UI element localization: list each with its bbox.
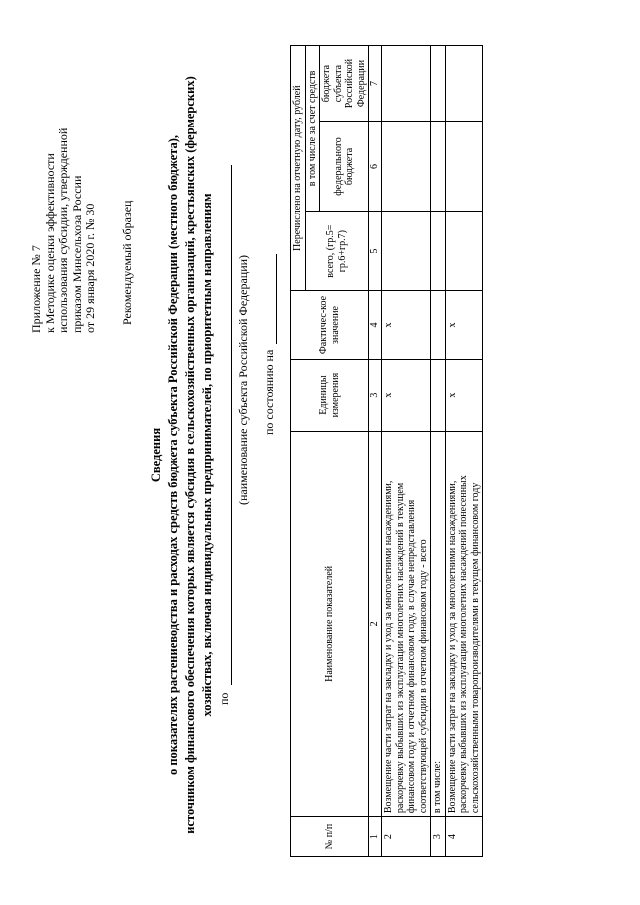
table-row: [445, 46, 483, 857]
row-federal: [382, 122, 431, 212]
column-number: 2: [369, 431, 382, 817]
document-title: [148, 65, 216, 845]
row-total: [431, 211, 446, 291]
row-total: [382, 211, 431, 291]
as-of-fill-line: [265, 254, 277, 344]
header-num: № п/п: [291, 817, 369, 857]
column-number: 4: [369, 291, 382, 359]
table-row: [382, 46, 431, 857]
appendix-line: использования субсидии, утвержденной: [56, 127, 70, 333]
header-name: Наименование показателей: [291, 431, 369, 817]
column-number: 7: [369, 46, 382, 122]
appendix-line: Приложение № 7: [29, 245, 43, 333]
header-federal: федерального бюджета: [320, 122, 369, 212]
column-number: 1: [369, 817, 382, 857]
row-actual: [431, 291, 446, 359]
column-number: 6: [369, 122, 382, 212]
header-transferred: Перечислено на отчетную дату, рублей: [291, 46, 306, 291]
appendix-block: [30, 128, 98, 333]
row-name: в том числе:: [431, 431, 446, 817]
row-regional: [445, 46, 483, 122]
title-line: хозяйствах, включая индивидуальных предпринимателей, по приоритетным направлениям: [200, 193, 214, 717]
header-regional: бюджета субъекта Российской Федерации: [320, 46, 369, 122]
row-regional: [382, 46, 431, 122]
table-row: [431, 46, 446, 857]
appendix-line: от 29 января 2020 г. № 30: [83, 203, 97, 333]
row-unit: [431, 359, 446, 431]
row-federal: [445, 122, 483, 212]
indicators-table: [290, 45, 483, 857]
subject-fill-line: [219, 165, 232, 685]
row-federal: [431, 122, 446, 212]
by-label: по: [217, 692, 231, 705]
header-total: всего, (гр.5= гр.6+гр.7): [305, 211, 369, 291]
column-number: 5: [369, 211, 382, 291]
column-number: 3: [369, 359, 382, 431]
appendix-line: приказом Минсельхоза России: [69, 175, 84, 333]
title-heading: Сведения: [149, 427, 163, 483]
title-line: о показателях растениеводства и расходах средств бюджета субъекта Российской Федерации (местного бюджета),: [166, 135, 180, 776]
row-name: Возмещение части затрат на закладку и уход за многолетними насаждениями, раскорчевку выбывших из эксплуатации многолетних насаждений в текущем финансовом году и отчетном финансовом году, в случае непредставления соответствующей субсидии в отчетном финансовом году - всего: [382, 431, 431, 817]
subject-note: (наименование субъекта Российской Федерации): [236, 254, 250, 505]
as-of-label: по состоянию на: [262, 349, 276, 435]
row-unit: х: [382, 359, 431, 431]
row-total: [445, 211, 483, 291]
header-actual: Фактичес-кое значение: [291, 291, 369, 359]
recommended-sample-label: Рекомендуемый образец: [120, 200, 134, 325]
table-header-row: [291, 46, 306, 857]
header-including: в том числе за счет средств: [305, 46, 320, 212]
appendix-line: к Методике оценки эффективности: [42, 153, 57, 333]
row-regional: [431, 46, 446, 122]
row-unit: х: [445, 359, 483, 431]
subject-line: [217, 165, 232, 705]
column-numbers-row: [369, 46, 382, 857]
row-num: 3: [431, 817, 446, 857]
header-unit: Единицы измерения: [291, 359, 369, 431]
row-num: 4: [445, 817, 483, 857]
row-actual: х: [445, 291, 483, 359]
row-num: 2: [382, 817, 431, 857]
title-line: источником финансового обеспечения которых является субсидия в сельскохозяйственных организаций, крестьянских (фермерских): [183, 76, 197, 834]
row-actual: х: [382, 291, 431, 359]
as-of-line: [262, 254, 277, 435]
row-name: Возмещение части затрат на закладку и уход за многолетними насаждениями, раскорчевку выбывших из эксплуатации многолетних насаждений понесенных сельскохозяйственными товаропроизводителями в текущем финансовом году: [445, 431, 483, 817]
